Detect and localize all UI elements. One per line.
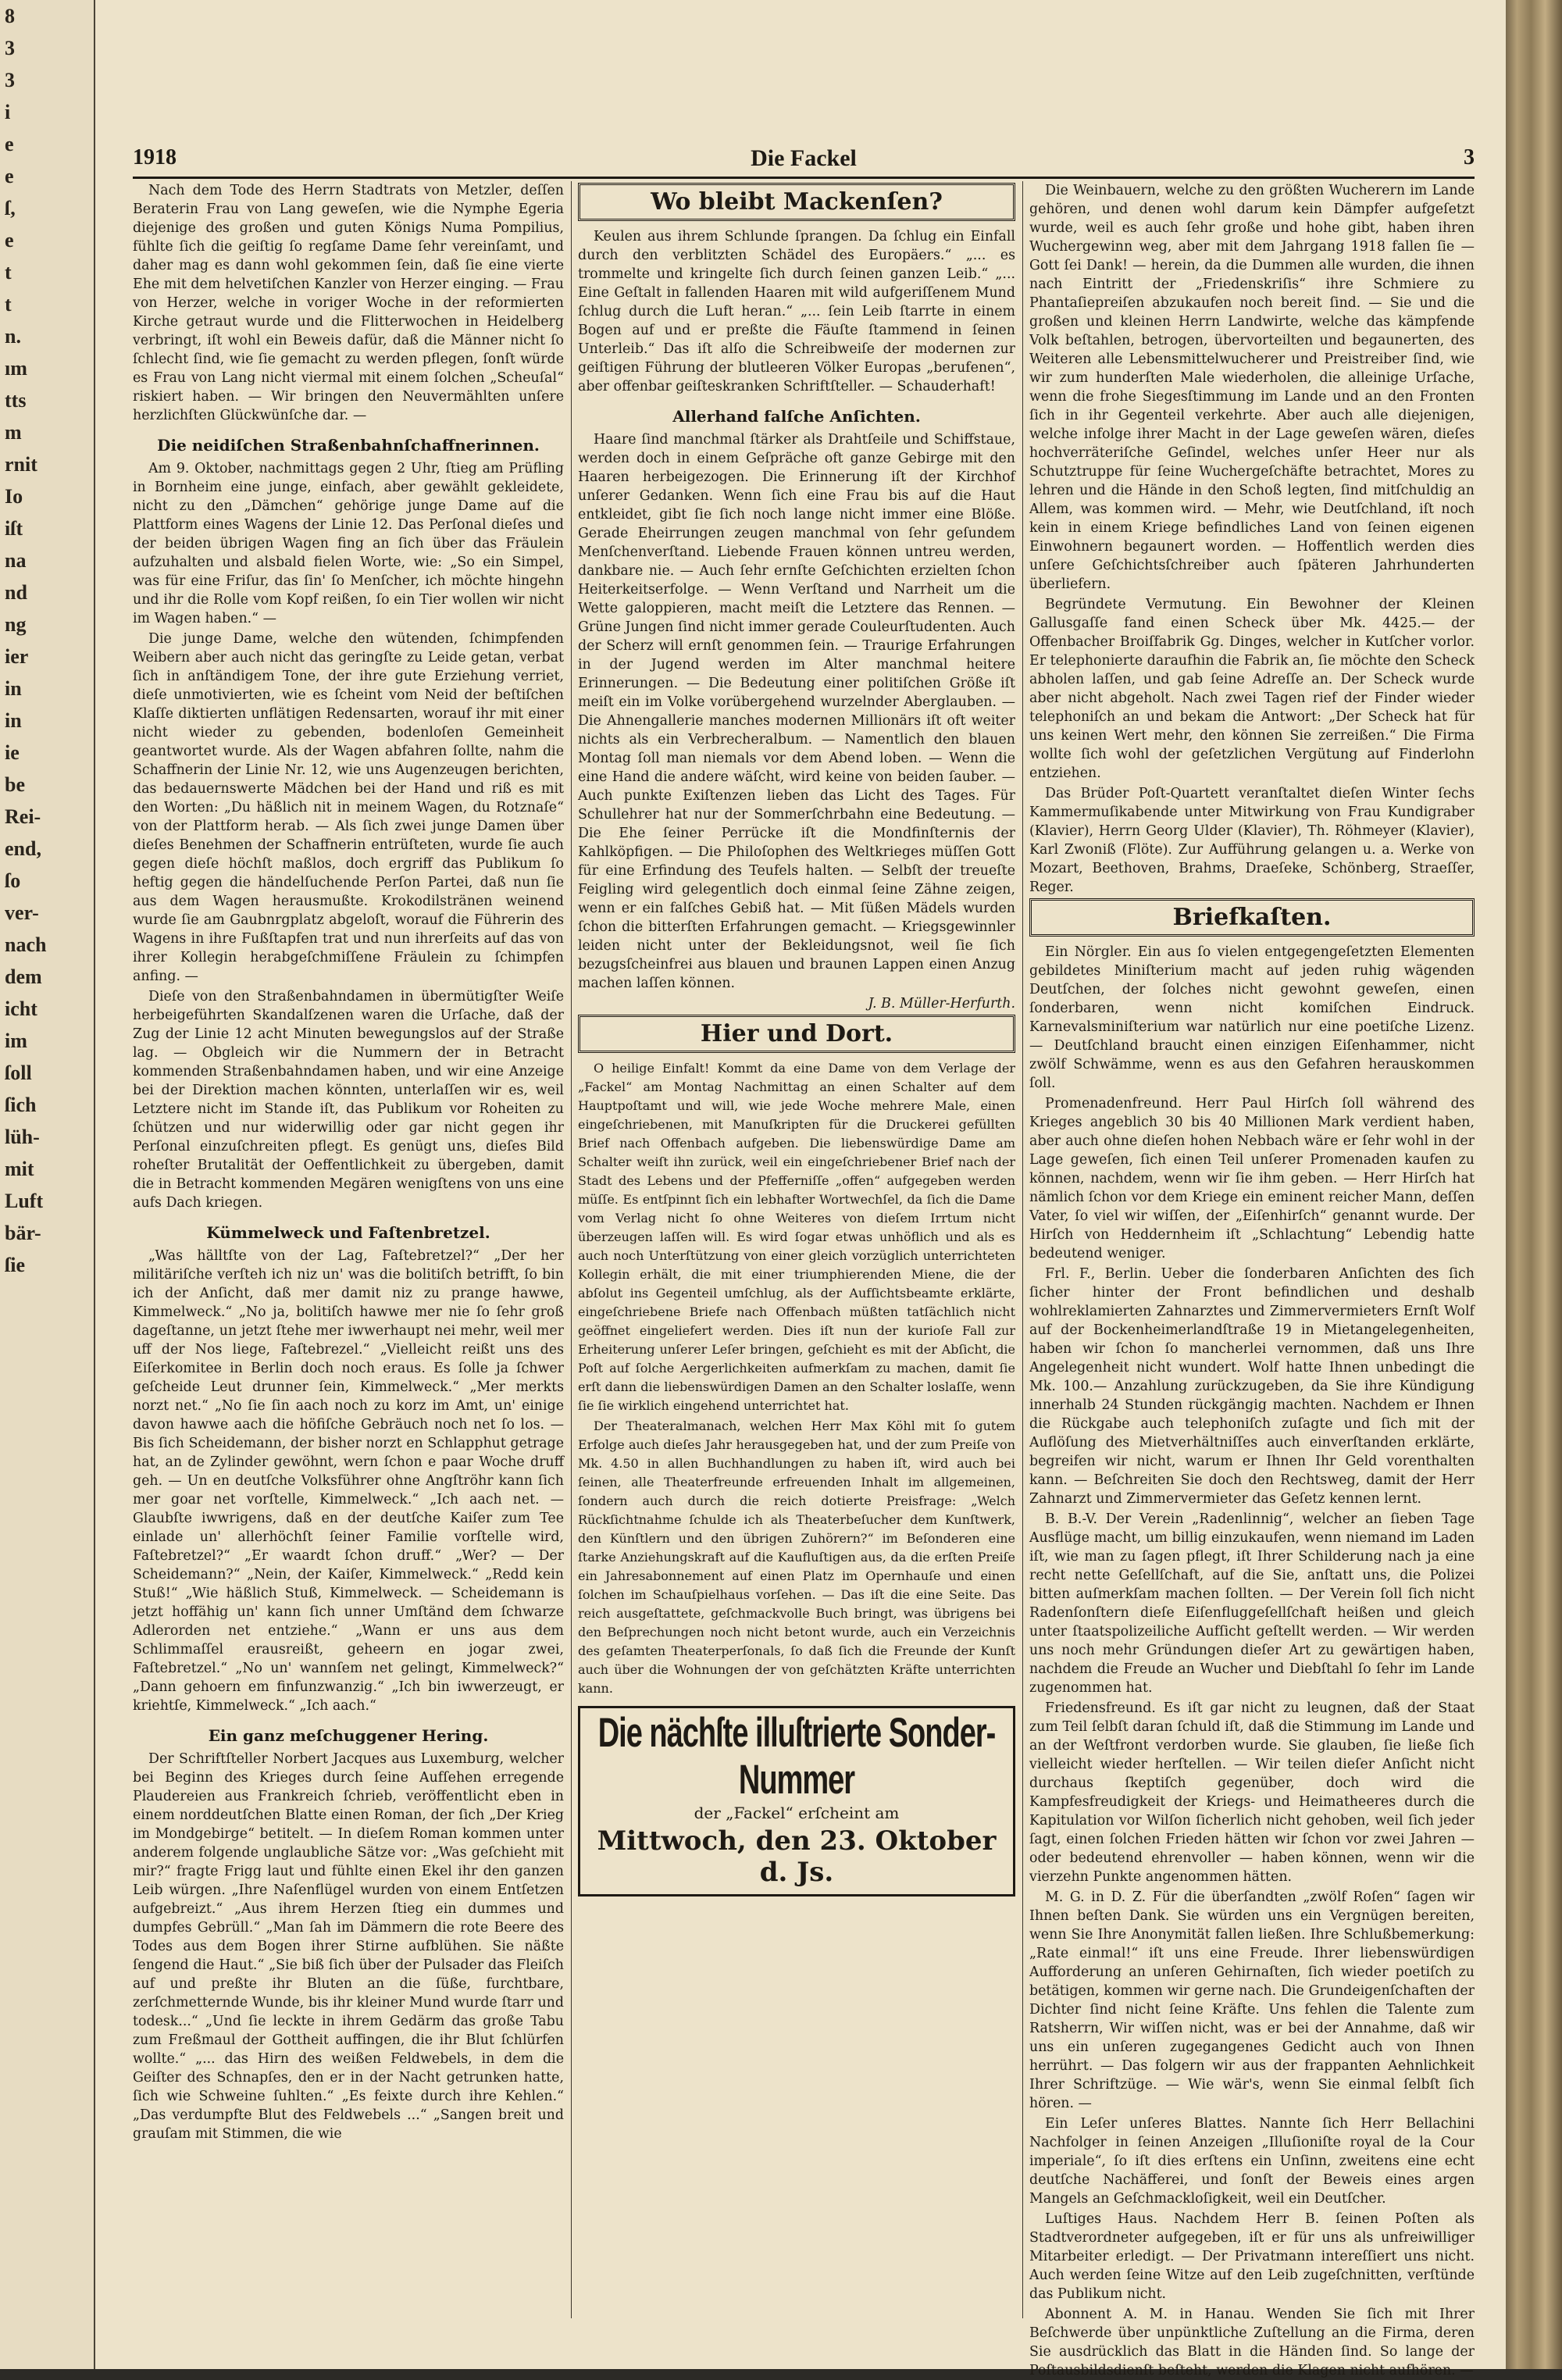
binding-fragment: Luft (5, 1190, 44, 1212)
column-3 (1029, 181, 1475, 2378)
ad-subline: der „Fackel“ erſcheint am (694, 1804, 900, 1822)
binding-fragment: iſt (5, 517, 23, 540)
binding-fragment: 3 (5, 69, 15, 91)
advertisement-box (578, 1706, 1015, 1897)
left-page-binding-strip (0, 0, 96, 2369)
binding-fragment: ſ, (5, 197, 16, 219)
binding-fragment: t (5, 293, 12, 316)
paragraph: Friedensfreund. Es iſt gar nicht zu leugnen, daß der Staat zum Teil ſelbſt daran ſchuld iſt, daß die Stimmung im Lande und an der Weſtfront verdorben wurde. Sie glauben, ſie ließe ſich vielleicht wieder herſtellen. — Wir teilen dieſer Anſicht nicht durchaus ſkeptiſch gegenüber, doch wird die Kampfesfreudigkeit der Kriegs- und Heimatheeres durch die Kapitulation vor Wilſon ſicherlich nicht gehoben, weil ſich jeder ſagt, einen ſolchen Frieden hätten wir ſchon vor zwei Jahren — oder bedeutend ehrenvoller — haben können, wenn wir die vierzehn Punkte angenommen hätten. (1029, 1700, 1475, 1885)
binding-fragment: ſo (5, 869, 21, 892)
headline-strassenbahn: Die neidiſchen Straßenbahnſchaffnerinnen. (157, 436, 540, 455)
newspaper-page (95, 0, 1506, 2378)
header-title: Die Fackel (751, 145, 857, 171)
binding-fragment: m (5, 421, 22, 444)
binding-fragment: ver- (5, 901, 39, 924)
binding-fragment: ım (5, 357, 27, 380)
binding-fragment: e (5, 229, 14, 252)
book-page-edges (1506, 0, 1562, 2369)
paragraph: Luſtiges Haus. Nachdem Herr B. ſeinen Poſten als Stadtverordneter aufgegeben, iſt er für uns als unfreiwilliger Mitarbeiter erledigt. — Der Privatmann intereſſiert uns nicht. Auch werden ſeine Witze auf den Leib zugeſchnitten, verſtünde das Publikum nicht. (1029, 2211, 1475, 2302)
binding-fragment: e (5, 133, 14, 155)
binding-fragment: ie (5, 741, 20, 764)
binding-fragment: icht (5, 997, 37, 1020)
binding-fragment: i (5, 101, 11, 123)
paragraph: Promenadenfreund. Herr Paul Hirſch ſoll während des Krieges angeblich 30 bis 40 Millionen Mark verdient haben, aber auch ohne dieſen hohen Nebbach wäre er ſehr wohl in der Lage geweſen, ſich einen Teil unſerer Promenaden kaufen zu können, nachdem, wenn wir ſie ihm geben. — Herr Hirſch hat nämlich ſchon vor dem Kriege ein eminent reicher Mann, deſſen Vater, ſo viel wir wiſſen, der „Eiſenhirſch“ genannt wurde. Der Hirſch von Heddernheim iſt „Schlachtung“ Lebendig hatte bedeutend weniger. (1029, 1096, 1475, 1261)
paragraph: Dieſe von den Straßenbahndamen in übermütigſter Weiſe herbeigeführten Skandalſzenen waren die Urſache, daß der Zug der Linie 12 acht Minuten bewegungslos auf der Straße lag. — Obgleich wir die Nummern der in Betracht kommenden Straßenbahndamen haben, und wir eine Anzeige bei der Direktion machen könnten, unterlaſſen wir es, weil Letztere nicht im Stande iſt, das Publikum vor Roheiten zu ſchützen und nur widerwillig oder gar nicht gegen ihr Perſonal einzuſchreiten pflegt. Es genügt uns, dieſes Bild roheſter Brutalität der Oeffentlichkeit zu übergeben, damit die in Betracht kommenden Megären wenigſtens von uns eine aufs Dach kriegen. (133, 989, 564, 1211)
binding-fragment: bär- (5, 1222, 41, 1244)
binding-fragment: in (5, 677, 22, 700)
binding-fragment: nach (5, 933, 47, 956)
header-page-number: 3 (1464, 145, 1475, 169)
column-divider (571, 181, 572, 2318)
headline-kuemmelweck: Kümmelweck und Faſtenbretzel. (206, 1223, 490, 1242)
binding-fragment: im (5, 1029, 27, 1052)
paragraph: M. G. in D. Z. Für die überſandten „zwölf Roſen“ ſagen wir Ihnen beſten Dank. Sie würden uns ein Vergnügen bereiten, wenn Sie Ihre Anonymität fallen ließen. Ihre Schlußbemerkung: „Rate einmal!“ iſt uns eine Freude. Ihrer liebenswürdigen Aufforderung an unſeren Gehirnaſten, ſich wieder poetiſch zu betätigen, kommen wir gerne nach. Die Grundeigenſchaften der Dichter ſind nicht ſeine Kräfte. Uns fehlen die Talente zum Ratsherrn, Wir wiſſen nicht, was er bei der Annahme, daß wir uns ein unſeren zugegangenes Gedicht auch von Ihnen herrührt. — Das folgern wir aus der frappanten Aehnlichkeit Ihrer Schriftzüge. — Wie wär's, wenn Sie einmal ſelbſt ſich hören. — (1029, 1889, 1475, 2111)
paragraph: Das Brüder Poſt-Quartett veranſtaltet dieſen Winter ſechs Kammermuſikabende unter Mitwirkung von Frau Kundigraber (Klavier), Herrn Georg Ulder (Klavier), Th. Röhmeyer (Klavier), Karl Zwoniß (Flöte). Zur Aufführung gelangen u. a. Werke von Mozart, Beethoven, Brahms, Draeſeke, Schönberg, Straeſſer, Reger. (1029, 786, 1475, 895)
column-2 (578, 181, 1015, 2318)
column-divider (1022, 181, 1023, 2318)
binding-fragment: ng (5, 613, 27, 636)
headline-hering: Ein ganz meſchuggener Hering. (208, 1726, 489, 1745)
paragraph: Die junge Dame, welche den wütenden, ſchimpfenden Weibern aber auch nicht das geringſte zu Leide getan, verbat ſich in anſtändigem Tone, der ihre gute Erziehung verriet, dieſe unmotivierten, wie es ſcheint vom Neid der beſtiſchen Klaſſe diktierten unflätigen Redensarten, worauf ihr mit einer nicht wieder zu gebenden, bodenloſen Gemeinheit geantwortet wurde. Als der Wagen abfahren ſollte, nahm die Schaffnerin der Linie Nr. 12, wie uns Augenzeugen berichten, das bedauernswerte Mädchen bei der Hand und riß es mit den Worten: „Du häßlich nit in meinem Wagen, du Rotznaſe“ von der Plattform herab. — Als ſich zwei junge Damen über dieſes Benehmen der Schaffnerin entrüſteten, wurde ſie auch gegen dieſe höchſt maßlos, doch ergriff das Publikum ſo heftig gegen die händelſuchende Perſon Partei, daß nun ſie aus dem Wagen herausmußte. Krokodilstränen weinend wurde ſie am Gaubnrgplatz abgeloſt, worauf die Führerin des Wagens in ihre Fußſtapfen trat und nun ihrerſeits auf das von ihrer Kollegin herabgeſchmiſſene Fräulein zu ſchimpfen anfing. — (133, 631, 564, 984)
ad-headline: Die nächſte illuſtrierte Sonder-Nummer (597, 1710, 996, 1804)
binding-fragment: ſoll (5, 1062, 32, 1084)
paragraph: Der Schriftſteller Norbert Jacques aus Luxemburg, welcher bei Beginn des Krieges durch ſeine Aufſehen erregende Plaudereien aus Frankreich ſchrieb, veröffentlicht eben in einem norddeutſchen Blatte einen Roman, der ſich „Der Krieg im Mondgebirge“ betitelt. — In dieſem Roman kommen unter anderem folgende unglaubliche Sätze vor: „Was geſchieht mit mir?“ fragte Frigg laut und fühlte einen Ekel ihr den ganzen Leib würgen. „Ihre Naſenflügel wurden von einem Entſetzen aufgebreizt.“ „Aus ihrem Herzen ſtieg ein dummes und dumpfes Gebrüll.“ „Man ſah im Dämmern die rote Beere des Todes aus dem Bogen ihrer Stirne aufblühen. Sie näßte ſengend die Haut.“ „Sie biß ſich über der Pulsader das Fleiſch auf und preßte ihr Bluten an die ſüße, furchtbare, zerſchmetternde Wunde, bis ihr kleiner Mund wurde ſtarr und todesk...“ „Und ſie leckte in ihrem Gedärm das große Tabu zum Freßmaul der Gottheit auffingen, die ihr Blut ſchlürfen wollte.“ „... das Hirn des weißen Feldwebels, in dem die Geiſter des Schnapſes, den er in der Nacht getrunken hatte, ſich wie Schweine ſuhlten.“ „Es feixte durch ihre Kehlen.“ „Das verdumpfte Blut des Feldwebels ...“ „Sangen breit und grauſam mit Stimmen, die wie (133, 1751, 564, 2142)
header-year: 1918 (133, 145, 177, 169)
paragraph: „Was hälltſte von der Lag, Faſtebretzel?“ „Der her militäriſche verſteh ich niz un' was die bolitiſch betrifft, ſo bin ich der Anſicht, daß mer damit niz zu prange hawwe, Kimmelweck.“ „No ja, bolitiſch hawwe mer nie ſo ſehr groß dageſtanne, un jetzt ſtehe mer iwwerhaupt nei mehr, weil mer uff der Nos liege, Faſtebrezel.“ „Vielleicht reißt uns des Eiſerkomitee in Berlin doch noch eraus. Es ſolle ja ſchwer geſcheide Leut drunner ſein, Kimmelweck.“ „Mer merkts norzt net.“ „No ſie ſin aach noch zu korz im Amt, un' einige davon hawwe aach die höfiſche Gebräuch noch net ſo los. — Bis ſich Scheidemann, der bisher norzt en Schlapphut getrage hat, an de Zylinder gewöhnt, wern ſchon e paar Woche druff geh. — Un en deutſche Volksführer ohne Angſtröhr kann ſich mer goar net vorſtelle, Kimmelweck.“ „Ich aach net. — Glaubſte iwwrigens, daß en der deutſche Kaiſer zum Tee einlade un' allerhöchſt ſeiner Familie vorſtelle wird, Faſtebretzel?“ „Er waardt ſchon druff.“ „Wer? — Der Scheidemann?“ „Nein, der Kaiſer, Kimmelweck.“ „Redd kein Stuß!“ „Wie häßlich Stuß, Kimmelweck. — Scheidemann is jetzt hoffähig un' kann ſich unner Umſtänd dem ſchwarze Adlerorden net entziehe.“ „Wann er uns aus dem Schlimmaſſel erausreißt, geheern en jogar zwei, Faſtebretzel.“ „No un' wannſem net gelingt, Kimmelweck?“ „Dann gehoern em finfunzwanzig.“ „Ich bin iwwerzeugt, er kriehtſe, Kimmelweck.“ „Ich aach.“ (133, 1248, 564, 1714)
binding-fragment: nd (5, 581, 27, 604)
header-rule (133, 177, 1475, 179)
binding-fragment: be (5, 773, 25, 796)
paragraph: Der Theateralmanach, welchen Herr Max Köhl mit ſo gutem Erfolge auch dieſes Jahr herausgegeben hat, und der zum Preiſe von Mk. 4.50 in allen Buchhandlungen zu haben iſt, wird auch bei ſeinen, alle Theaterfreunde erfreuenden Inhalt im allgemeinen, ſondern auch durch die reich dotierte Preisfrage: „Welch Rückſichtnahme ſchulde ich als Theaterbeſucher dem Kunſtwerk, den Künſtlern und den übrigen Zuhörern?“ im Beſonderen eine ſtarke Anziehungskraft auf die Kaufluſtigen aus, da die erſten Preiſe ein Jahresabonnement auf einen Platz im Opernhauſe und einen ſolchen im Schauſpielhaus vorſehen. — Das iſt die eine Seite. Das reich ausgeſtattete, geſchmackvolle Buch bringt, was übrigens bei den Beſprechungen noch nicht betont wurde, auch ein Verzeichnis des geſamten Theaterperſonals, ſo daß ſich die Freunde der Kunſt auch über die Wohnungen der von geſchätzten Kräfte unterrichten kann. (578, 1418, 1015, 1696)
binding-fragment: mit (5, 1158, 34, 1180)
column-1 (133, 181, 564, 2318)
paragraph: Ein Leſer unſeres Blattes. Nannte ſich Herr Bellachini Nachfolger in ſeinen Anzeigen „Illuſioniſte royal de la Cour imperiale“, ſo iſt dies erſtens ein Unſinn, zweitens eine echt deutſche Nachäfferei, und ſonſt der Beweis eines argen Mangels an Geſchmackloſigkeit, weil ein Deutſcher. (1029, 2116, 1475, 2207)
paragraph: Haare ſind manchmal ſtärker als Drahtſeile und Schiffstaue, werden doch in einem Geſpräche oft ganze Gebirge mit den Haaren herbeigezogen. Die Erinnerung iſt der Kirchhof unſerer Gedanken. Wenn ſich eine Frau bis auf die Haut entkleidet, gibt ſie ſich noch lange nicht immer eine Blöße. Gerade Eheirrungen zeugen manchmal von ſehr geſundem Menſchenverſtand. Liebende Frauen können untreu werden, dankbare nie. — Auch ſehr ernſte Geſchichten erzielten ſchon Heiterkeitserfolge. — Wenn Verſtand und Narrheit um die Wette galoppieren, macht meiſt die Letztere das Rennen. — Grüne Jungen ſind nicht immer gerade Couleurſtudenten. Auch der Scherz will ernſt genommen ſein. — Traurige Erfahrungen in der Jugend werden im Alter manchmal heitere Erinnerungen. — Die Bedeutung einer politiſchen Größe iſt meiſt ein im Volke vorübergehend wurzelnder Aberglauben. — Die Ahnengallerie manches modernen Millionärs iſt oft weiter nichts als ein Verbrecheralbum. — Namentlich den blauen Montag ſoll man niemals vor dem Abend loben. — Wenn die eine Hand die andere wäſcht, wird keine von beiden ſauber. — Auch punkte Exiſtenzen lieben das Licht des Tages. Für Schullehrer hat nur der Sommerſchrbahn eine Bedeutung. — Die Ehe ſeiner Perrücke iſt die Mondfinſternis der Kahlköpfigen. — Die Philoſophen des Weltkrieges müſſen Gott für eine Erfindung des Teufels halten. — Selbſt der treueſte Feigling wird gelegentlich doch einmal ſeine Zähne zeigen, wenn er ein falſches Gebiß hat. — Mit ſüßen Mädels wurden ſchon die bitterſten Erfahrungen gemacht. — Kriegsgewinnler leiden nicht unter der Bekleidungsnot, weil ſie ſich bezugsſcheinfrei aus blauen und braunen Lappen einen Anzug machen laſſen können. (578, 432, 1015, 991)
binding-fragment: ſich (5, 1094, 37, 1116)
paragraph: B. B.-V. Der Verein „Radenlinnig“, welcher an ſieben Tage Ausflüge macht, um billig einzukaufen, wenn niemand im Laden iſt, wie man zu ſagen pflegt, iſt Ihrer Schilderung nach ja eine recht nette Geſellſchaft, auf die Sie, anſtatt uns, die Polizei bitten auſmerkſam machen ſollten. — Der Verein ſoll ſich nicht Radenſonſtern dieſe Eiſenfluggeſellſchaft heißen und gleich unter ſtaatspolizeiliche Aufſicht geſtellt werden. — Wir werden uns noch mehr Gründungen dieſer Art zu gewärtigen haben, nachdem die Freude an Wucher und Diebſtahl ſo ſehr im Lande zugenommen hat. (1029, 1511, 1475, 1696)
binding-fragment: ſie (5, 1254, 25, 1276)
headline-allerhand: Allerhand falſche Anſichten. (672, 407, 921, 426)
boxed-title-hier-und-dort: Hier und Dort. (578, 1015, 1015, 1053)
binding-fragment: tts (5, 389, 27, 412)
boxed-title-briefkasten: Briefkaſten. (1029, 898, 1475, 937)
binding-fragment: ier (5, 645, 29, 668)
page-header (133, 145, 1475, 177)
binding-fragment: Io (5, 485, 23, 508)
paragraph: O heilige Einfalt! Kommt da eine Dame von dem Verlage der „Fackel“ am Montag Nachmittag an einen Schalter auf dem Hauptpoſtamt und will, wie jede Woche mehrere Male, einen eingeſchriebenen, mit Manuſkripten für die Druckerei gefüllten Brief nach Offenbach aufgeben. Die liebenswürdige Dame am Schalter weiſt ihn zurück, weil ein eingeſchriebener Brief nach der Stadt des Lebens und der Pfefferniſſe „offen“ aufgegeben werden müſſe. Es entſpinnt ſich ein lebhafter Wortwechſel, da ſich die Dame vom Verlag nicht ſo ohne Weiteres von dieſem Irrtum nicht überzeugen laſſen will. Es wird ſogar etwas unhöflich und als es auch noch Unterſtützung von einer gleich vorzüglich unterrichteten Kollegin erhält, die mit einer triumphierenden Miene, die der abſolut ins Gegenteil umſchlug, als der Aufſichtsbeamte erklärte, eingeſchriebene Briefe nach Offenbach müßten tatſächlich nicht geöffnet eingeliefert werden. Dies iſt nun der kurioſe Fall zur Erheiterung unſerer Leſer bringen, geſchieht es mit der Abſicht, die Poſt auf ſolche Aergerlichkeiten aufmerkſam zu machen, damit ſie erſt dann die liebenswürdigen Damen an den Schalter loslaſſe, wenn ſie ſie wirklich eingehend unterrichtet hat. (578, 1061, 1015, 1413)
paragraph: Keulen aus ihrem Schlunde ſprangen. Da ſchlug ein Einfall durch den verblitzten Schädel des Europäers.“ „... es trommelte und kringelte ſich durch ſeinen ganzen Leib.“ „... Eine Geſtalt in fallenden Haaren mit wild aufgeriſſenem Mund ſchlug durch die Luft heran.“ „... ſein Leib ſtarrte in einem Bogen auf und er preßte die Fäuſte ſtammend in ſeinen Unterleib.“ Das iſt alſo die Schreibweiſe der modernen zur geiſtigen Führung der blutleeren Völker Europas „berufenen“, aber offenbar geiſteskranken Schriftſteller. — Schauderhaft! (578, 229, 1015, 394)
binding-fragment: 3 (5, 37, 15, 59)
paragraph: Abonnent A. M. in Hanau. Wenden Sie ſich mit Ihrer Beſchwerde über unpünktliche Zuſtellung an die Firma, deren Sie ausdrücklich das Blatt in die Händen ſind. So lange der Poſtausbildsdienſt beſteht, werden die Klagen nicht aufhören. — (1029, 2307, 1475, 2378)
binding-fragment: lüh- (5, 1126, 40, 1148)
binding-fragment: n. (5, 325, 21, 348)
article-intro: Nach dem Tode des Herrn Stadtrats von Metzler, deſſen Beraterin Frau von Lang geweſen, wie die Nymphe Egeria diejenige des großen und guten Königs Numa Pompilius, fühlte ſich die geiſtig ſo regſame Dame ſehr vereinſamt, und daher mag es dann wohl gekommen ſein, daß ſie eine vierte Ehe mit dem helvetiſchen Kanzler von Herzer einging. — Frau von Herzer, welche in voriger Woche in der reformierten Kirche getraut wurde und die Flitterwochen in Heidelberg verbringt, iſt wohl ein Beweis dafür, daß die Männer nicht ſo ſchlecht ſind, wie ſie gemacht zu werden pflegen, ſonſt würde es Frau von Lang nicht viermal mit einem ſolchen „Scheuſal“ riskiert haben. — Wir bringen den Neuvermählten unſere herzlichſten Glückwünſche dar. — (133, 183, 564, 423)
binding-fragment: na (5, 549, 27, 572)
binding-fragment: t (5, 261, 12, 284)
paragraph: Frl. F., Berlin. Ueber die ſonderbaren Anſichten des ſich ſicher hinter der Front befindlichen und deshalb wohlreklamierten Zahnarztes und Zimmervermieters Ernſt Wolf auf der Bockenheimerlandſtraße 19 in Mietangelegenheiten, haben wir ſchon ſo mancherlei vernommen, daß uns Ihre Angelegenheit nicht wundert. Wolf hatte Ihnen unbedingt die Mk. 100.— Anzahlung zurückzugeben, da Sie ihre Kündigung innerhalb 24 Stunden rückgängig machten. Nachdem er Ihnen die Rückgabe auch telephoniſch zuſagte und ſich mit der Auflöſung des Mietverhältniſſes auch einverſtanden erklärte, begreifen wir nicht, warum er Ihnen Ihr Geld vorenthalten kann. — Beſchreiten Sie doch den Rechtsweg, damit der Herr Zahnarzt und Zimmervermieter das Geſetz kennen lernt. (1029, 1266, 1475, 1507)
boxed-title-mackensen: Wo bleibt Mackenſen? (578, 183, 1015, 221)
binding-fragment: e (5, 165, 14, 187)
binding-fragment: end, (5, 837, 41, 860)
paragraph: Die Weinbauern, welche zu den größten Wucherern im Lande gehören, und denen wohl darum kein Dämpfer aufgeſetzt wurde, weil es auch ſehr große und hohe gibt, haben ihren Wuchergewinn weg, aber mit dem Jahrgang 1918 fallen ſie — Gott ſei Dank! — herein, da die Dummen alle wurden, die ihnen nach Eintritt der „Friedenskriſis“ ihre Schmiere zu Phantaſiepreiſen abzukaufen noch bereit ſind. — Sie und die großen und kleinen Herrn Landwirte, welche das kämpfende Volk beſtahlen, betrogen, übervorteilten und begaunerten, des Weiteren alle Lebensmittelwucherer und Preistreiber ſind, wie wir zum hunderſten Male wiederholen, die alleinige Urſache, wenn die frohe Siegesſtimmung im Lande und an den Fronten ſich in ihr Gegenteil verkehrte. Aber auch alle diejenigen, welche infolge ihrer Macht in der Lage geweſen wären, dieſes hochverräteriſche Geſindel, welches unſer Heer nur als Schutztruppe für ſeine Wuchergeſchäfte betrachtet, Mores zu lehren und die Hände in den Schoß legten, ſind mitſchuldig an Allem, was kommen wird. — Mehr, wie Deutſchland, iſt noch kein in einem Kriege befindliches Land von ſeinen eigenen Einwohnern begaunert worden. — Hoffentlich werden dies unſere Geſchichtsſchreiber auch ſpäteren Jahrhunderten überliefern. (1029, 183, 1475, 592)
paragraph: Am 9. Oktober, nachmittags gegen 2 Uhr, ſtieg am Prüfling in Bornheim eine junge, einfach, aber gewählt gekleidete, nicht zu den „Dämchen“ gehörige junge Dame auf die Plattform eines Wagens der Linie 12. Das Perſonal dieſes und der beiden übrigen Wagen fing an ſich über das Fräulein aufzuhalten und alsbald fielen Worte, wie: „So ein Simpel, was für eine Friſur, das ſin' ſo Menſcher, ich möchte hingehn und ihr die Rolle vom Kopf reißen, ſo ein Tier wollen wir nicht im Wagen haben.“ — (133, 461, 564, 626)
binding-fragment: 8 (5, 5, 15, 27)
binding-fragment: rnit (5, 453, 37, 476)
ad-date: Mittwoch, den 23. Oktober d. Js. (597, 1825, 997, 1888)
paragraph: Ein Nörgler. Ein aus ſo vielen entgegengeſetzten Elementen gebildetes Miniſterium macht auf jeden ruhig wägenden Deutſchen, der ſolches nicht gewohnt geweſen, einen ſonderbaren, wenn nicht komiſchen Eindruck. Karnevalsminiſterium war natürlich nur eine poetiſche Lizenz. — Deutſchland braucht einen einzigen Eiſenhammer, nicht zwölf Schwämme, wenn es aus den Gefahren herauskommen ſoll. (1029, 944, 1475, 1091)
binding-fragment: dem (5, 965, 42, 988)
paragraph: Begründete Vermutung. Ein Bewohner der Kleinen Gallusgaſſe fand einen Scheck über Mk. 4425.— der Offenbacher Broiſfabrik Gg. Dinges, welcher in Kutſcher vorlor. Er telephonierte daraufhin die Fabrik an, ſie möchte den Scheck abholen laſſen, und gab ſeine Adreſſe an. Der Scheck wurde aber nicht abgeholt. Nach zwei Tagen rief der Finder wieder telephoniſch an und bekam die Antwort: „Der Scheck hat für uns keinen Wert mehr, den können Sie zerreißen.“ Die Firma wollte ſich wohl der geſetzlichen Vergütung auf Finderlohn entziehen. (1029, 597, 1475, 781)
binding-fragment: Rei- (5, 805, 41, 828)
binding-fragment: in (5, 709, 22, 732)
author-signature: J. B. Müller-Herfurth. (868, 996, 1015, 1012)
